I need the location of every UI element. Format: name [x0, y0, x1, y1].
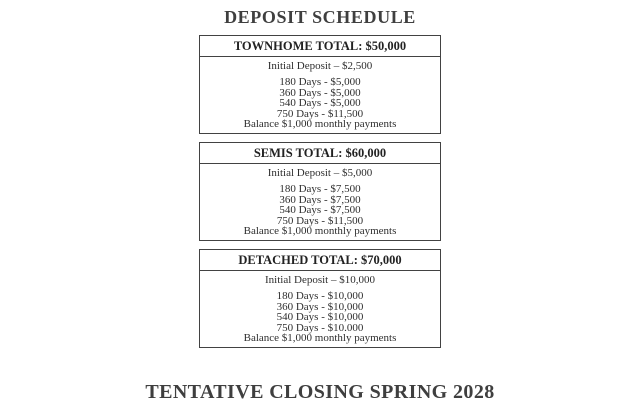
townhome-schedule-body — [200, 57, 440, 133]
balance-line: Balance $1,000 monthly payments — [243, 118, 397, 130]
deposit-box-detached — [199, 249, 441, 348]
closing-date-footer: TENTATIVE CLOSING SPRING 2028 — [145, 381, 495, 403]
initial-deposit-line: Initial Deposit – $2,500 — [267, 60, 373, 72]
deposit-row: 360 Days - $10,000 — [276, 300, 364, 313]
deposit-row: 540 Days - $10,000 — [276, 311, 364, 323]
detached-total-header: DETACHED TOTAL: $70,000 — [200, 250, 440, 271]
balance-line: Balance $1,000 monthly payments — [243, 332, 397, 344]
deposit-row: 180 Days - $10,000 — [276, 290, 364, 302]
deposit-row: 360 Days - $7,500 — [279, 193, 361, 206]
initial-deposit-line: Initial Deposit – $10,000 — [265, 274, 375, 286]
semis-schedule-body — [200, 164, 440, 240]
initial-deposit-line: Initial Deposit – $5,000 — [267, 167, 373, 179]
townhome-total-header: TOWNHOME TOTAL: $50,000 — [200, 36, 440, 57]
detached-schedule-body — [200, 271, 440, 347]
deposit-box-townhome — [199, 35, 441, 134]
deposit-row: 540 Days - $5,000 — [279, 97, 361, 109]
deposit-row: 180 Days - $5,000 — [279, 76, 361, 88]
deposit-row: 180 Days - $7,500 — [279, 183, 361, 195]
balance-line: Balance $1,000 monthly payments — [243, 225, 397, 237]
semis-total-header: SEMIS TOTAL: $60,000 — [200, 143, 440, 164]
page-title: DEPOSIT SCHEDULE — [224, 7, 416, 27]
deposit-box-semis — [199, 142, 441, 241]
deposit-row: 750 Days - $10.000 — [276, 321, 364, 334]
deposit-row: 750 Days - $11,500 — [276, 107, 364, 120]
deposit-row: 750 Days - $11,500 — [276, 214, 364, 227]
deposit-row: 540 Days - $7,500 — [279, 204, 361, 216]
deposit-boxes-container — [199, 35, 441, 356]
deposit-row: 360 Days - $5,000 — [279, 86, 361, 99]
